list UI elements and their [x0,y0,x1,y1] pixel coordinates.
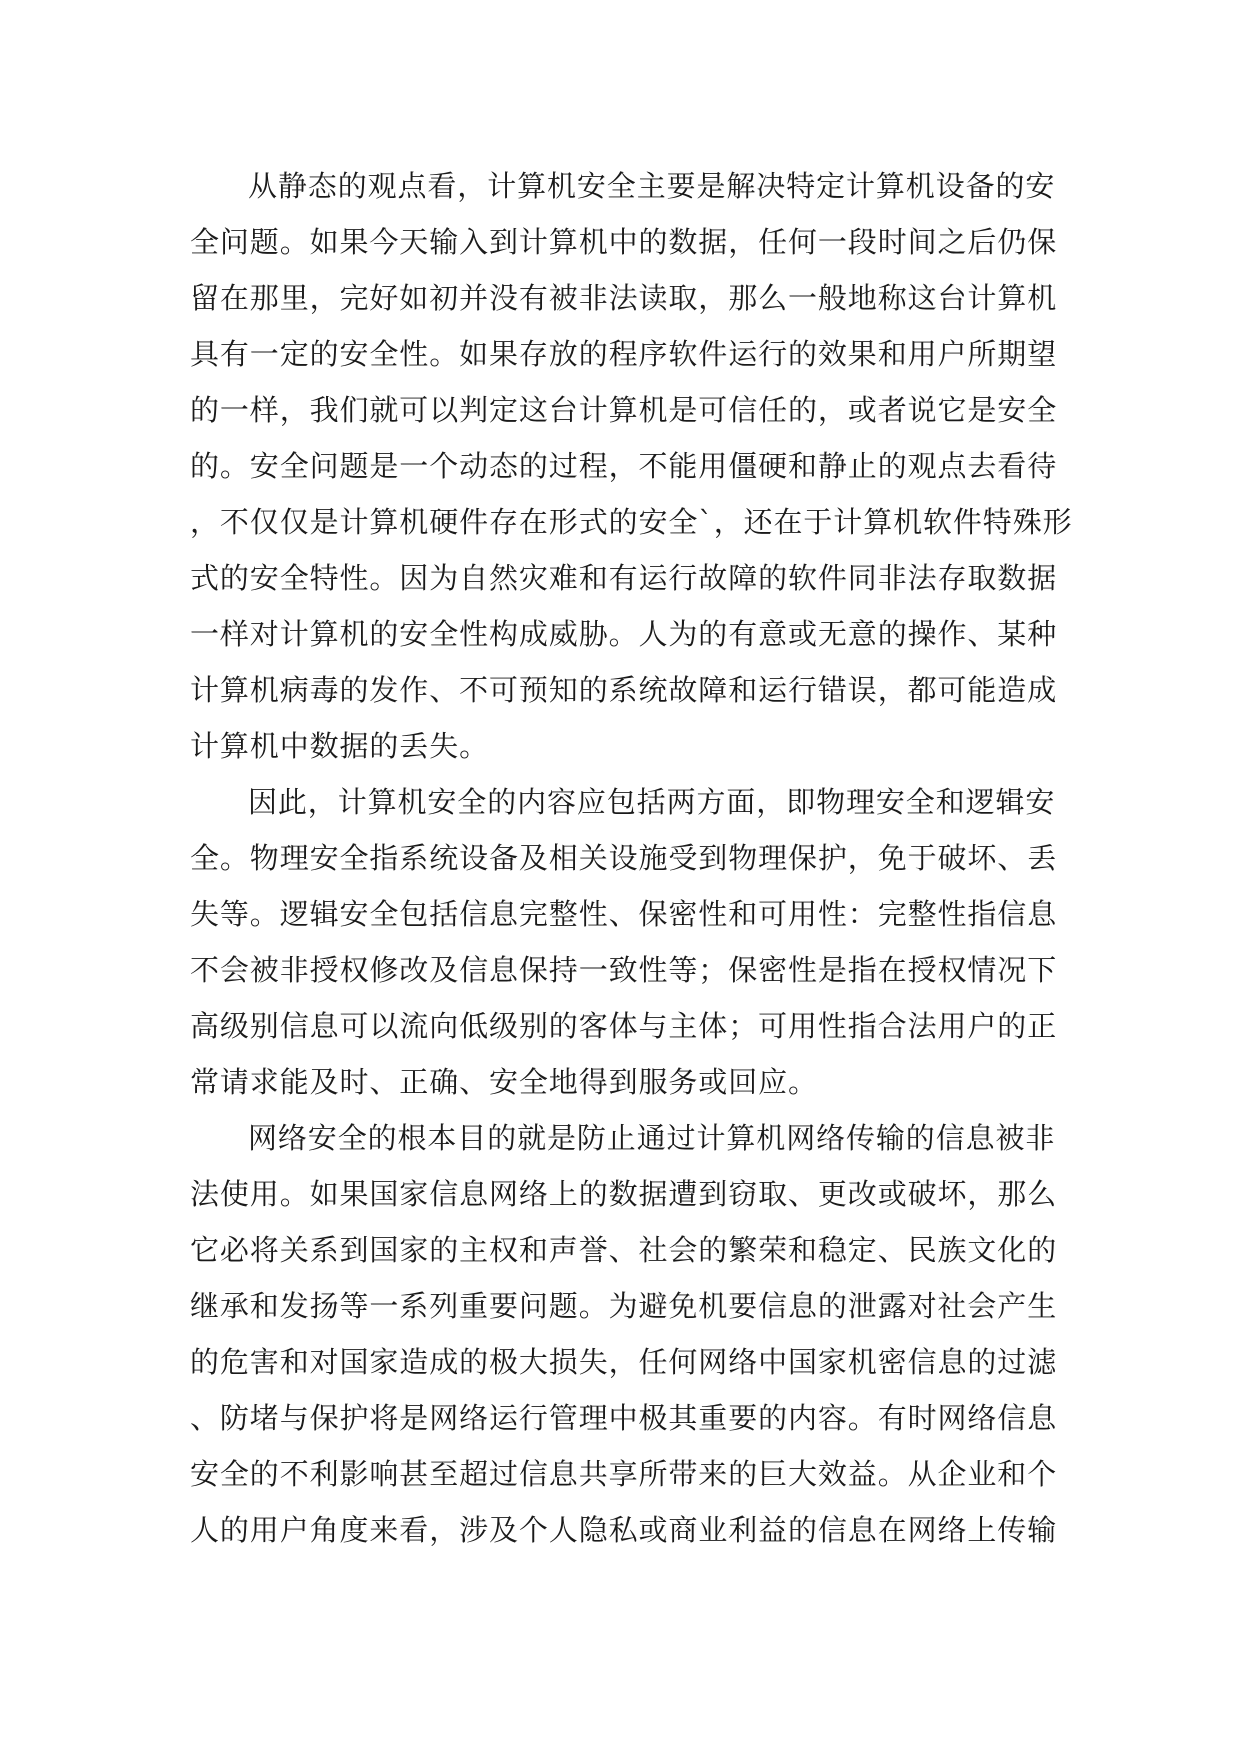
paragraph-2-line: 因此，计算机安全的内容应包括两方面，即物理安全和逻辑安 [248,785,1056,819]
paragraph-1-line: 留在那里，完好如初并没有被非法读取，那么一般地称这台计算机 [190,281,1058,315]
paragraph-1-line: 具有一定的安全性。如果存放的程序软件运行的效果和用户所期望 [190,337,1058,371]
paragraph-3-line: 法使用。如果国家信息网络上的数据遭到窃取、更改或破坏，那么 [190,1177,1058,1211]
paragraph-1-line: 式的安全特性。因为自然灾难和有运行故障的软件同非法存取数据 [190,561,1058,595]
paragraph-1-line: 的。安全问题是一个动态的过程，不能用僵硬和静止的观点去看待 [190,449,1058,483]
paragraph-2-line: 不会被非授权修改及信息保持一致性等；保密性是指在授权情况下 [190,953,1058,987]
paragraph-3-line: 安全的不利影响甚至超过信息共享所带来的巨大效益。从企业和个 [190,1457,1058,1491]
paragraph-3-line: 人的用户角度来看，涉及个人隐私或商业利益的信息在网络上传输 [190,1513,1058,1547]
paragraph-1-line: 计算机中数据的丢失。 [190,729,490,763]
paragraph-3-line: 它必将关系到国家的主权和声誉、社会的繁荣和稳定、民族文化的 [190,1233,1058,1267]
paragraph-1-line: ，不仅仅是计算机硬件存在形式的安全`，还在于计算机软件特殊形 [190,505,1073,539]
paragraph-2-line: 高级别信息可以流向低级别的客体与主体；可用性指合法用户的正 [190,1009,1058,1043]
paragraph-1-line: 一样对计算机的安全性构成威胁。人为的有意或无意的操作、某种 [190,617,1058,651]
paragraph-1-line: 计算机病毒的发作、不可预知的系统故障和运行错误，都可能造成 [190,673,1058,707]
paragraph-2-line: 全。物理安全指系统设备及相关设施受到物理保护，免于破坏、丢 [190,841,1058,875]
paragraph-3-line: 网络安全的根本目的就是防止通过计算机网络传输的信息被非 [248,1121,1056,1155]
paragraph-2-line: 失等。逻辑安全包括信息完整性、保密性和可用性：完整性指信息 [190,897,1058,931]
paragraph-1-line: 的一样，我们就可以判定这台计算机是可信任的，或者说它是安全 [190,393,1058,427]
paragraph-3-line: 、防堵与保护将是网络运行管理中极其重要的内容。有时网络信息 [190,1401,1058,1435]
paragraph-3-line: 的危害和对国家造成的极大损失，任何网络中国家机密信息的过滤 [190,1345,1058,1379]
paragraph-3-line: 继承和发扬等一系列重要问题。为避免机要信息的泄露对社会产生 [190,1289,1058,1323]
paragraph-1-line: 全问题。如果今天输入到计算机中的数据，任何一段时间之后仍保 [190,225,1058,259]
paragraph-2-line: 常请求能及时、正确、安全地得到服务或回应。 [190,1065,818,1099]
paragraph-1-line: 从静态的观点看，计算机安全主要是解决特定计算机设备的安 [248,169,1056,203]
